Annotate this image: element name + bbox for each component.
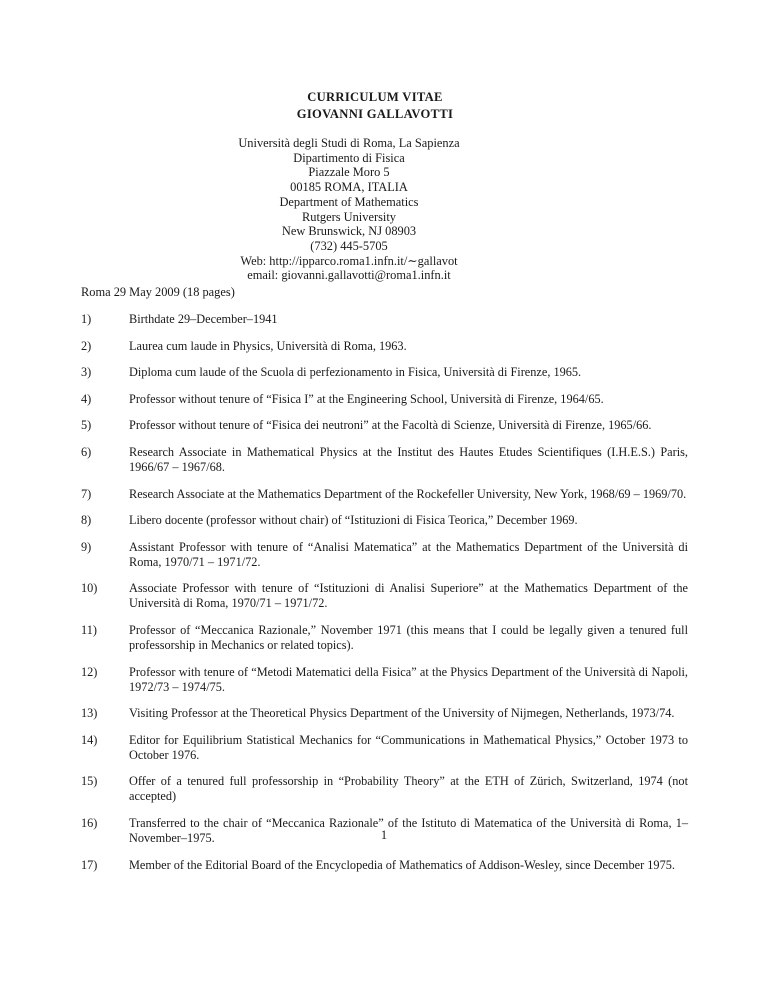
list-item <box>81 312 688 327</box>
address-line: Department of Mathematics <box>279 194 419 209</box>
item-text: Laurea cum laude in Physics, Università di Roma, 1963. <box>129 338 407 353</box>
list-item <box>81 418 688 433</box>
list-item <box>81 665 688 695</box>
list-item <box>81 487 688 502</box>
item-number: 3) <box>81 365 92 380</box>
item-number: 14) <box>81 732 98 747</box>
item-number: 6) <box>81 444 92 459</box>
document-title <box>0 89 750 123</box>
web-line: Web: http://ipparco.roma1.infn.it/∼gallavot <box>240 253 458 268</box>
email-line: email: giovanni.gallavotti@roma1.infn.it <box>247 268 451 283</box>
item-text: Visiting Professor at the Theoretical Physics Department of the University of Nijmegen, Netherlands, 1973/74. <box>129 706 675 721</box>
list-item <box>81 706 688 721</box>
item-text: Associate Professor with tenure of “Istituzioni di Analisi Superiore” at the Mathematics Department of the Università di Roma, 1970/71 – 1971/72. <box>129 581 688 611</box>
item-number: 1) <box>81 312 92 326</box>
phone-line: (732) 445-5705 <box>310 238 388 253</box>
page-number: 1 <box>380 828 388 842</box>
item-text: Diploma cum laude of the Scuola di perfezionamento in Fisica, Università di Firenze, 1965. <box>129 365 582 380</box>
item-text: Research Associate in Mathematical Physics at the Institut des Hautes Etudes Scientifiques (I.H.E.S.) Paris, 1966/67 – 1967/68. <box>129 444 688 474</box>
item-number: 11) <box>81 622 97 637</box>
list-item <box>81 445 688 475</box>
item-text: Libero docente (professor without chair) of “Istituzioni di Fisica Teorica,” December 1969. <box>129 513 578 528</box>
item-text: Transferred to the chair of “Meccanica Razionale” of the Istituto di Matematica of the Università di Roma, 1–November–1975. <box>129 815 688 845</box>
list-item <box>81 858 688 873</box>
item-text: Professor without tenure of “Fisica dei neutroni” at the Facoltà di Scienze, Università di Firenze, 1965/66. <box>129 418 652 433</box>
item-number: 7) <box>81 486 92 501</box>
list-item <box>81 339 688 354</box>
item-number: 12) <box>81 664 98 679</box>
list-item <box>81 733 688 763</box>
item-text: Professor without tenure of “Fisica I” at the Engineering School, Università di Firenze, 1964/65. <box>129 391 604 406</box>
item-text: Research Associate at the Mathematics Department of the Rockefeller University, New York, 1968/69 – 1969/70. <box>129 486 687 501</box>
list-item <box>81 392 688 407</box>
address-line: Università degli Studi di Roma, La Sapienza <box>238 136 460 150</box>
item-text: Member of the Editorial Board of the Encyclopedia of Mathematics of Addison-Wesley, since December 1975. <box>129 857 675 872</box>
item-number: 13) <box>81 706 98 721</box>
item-text: Editor for Equilibrium Statistical Mechanics for “Communications in Mathematical Physics,” October 1973 to October 1976. <box>129 732 688 762</box>
date-line: Roma 29 May 2009 (18 pages) <box>81 285 235 299</box>
item-text: Birthdate 29–December–1941 <box>129 312 278 326</box>
item-text: Professor with tenure of “Metodi Matematici della Fisica” at the Physics Department of the Università di Napoli, 1972/73 – 1974/75. <box>129 664 688 694</box>
address-line: Dipartimento di Fisica <box>293 150 405 165</box>
list-item <box>81 623 688 653</box>
item-text: Professor of “Meccanica Razionale,” November 1971 (this means that I could be legally given a tenured full professorship in Mechanics or related topics). <box>129 622 688 652</box>
address-line: Rutgers University <box>302 209 396 224</box>
item-number: 5) <box>81 418 92 433</box>
list-item <box>81 581 688 611</box>
item-text: Offer of a tenured full professorship in “Probability Theory” at the ETH of Zürich, Switzerland, 1974 (not accepted) <box>129 774 688 804</box>
item-number: 9) <box>81 539 92 554</box>
item-text: Assistant Professor with tenure of “Analisi Matematica” at the Mathematics Department of the Università di Roma, 1970/71 – 1971/72. <box>129 539 688 569</box>
item-number: 4) <box>81 391 92 406</box>
address-line: New Brunswick, NJ 08903 <box>281 224 417 239</box>
address-block <box>0 136 698 283</box>
item-number: 8) <box>81 513 92 528</box>
list-item <box>81 513 688 528</box>
item-number: 2) <box>81 338 92 353</box>
item-number: 10) <box>81 581 98 596</box>
list-item <box>81 365 688 380</box>
list-item <box>81 540 688 570</box>
item-number: 15) <box>81 774 98 789</box>
address-line: Piazzale Moro 5 <box>308 165 390 180</box>
item-number: 17) <box>81 857 98 872</box>
list-item <box>81 774 688 804</box>
title-line-cv: CURRICULUM VITAE <box>307 90 443 104</box>
address-line: 00185 ROMA, ITALIA <box>290 180 408 195</box>
item-number: 16) <box>81 815 98 830</box>
cv-item-list <box>81 312 688 884</box>
title-line-name: GIOVANNI GALLAVOTTI <box>296 107 454 121</box>
